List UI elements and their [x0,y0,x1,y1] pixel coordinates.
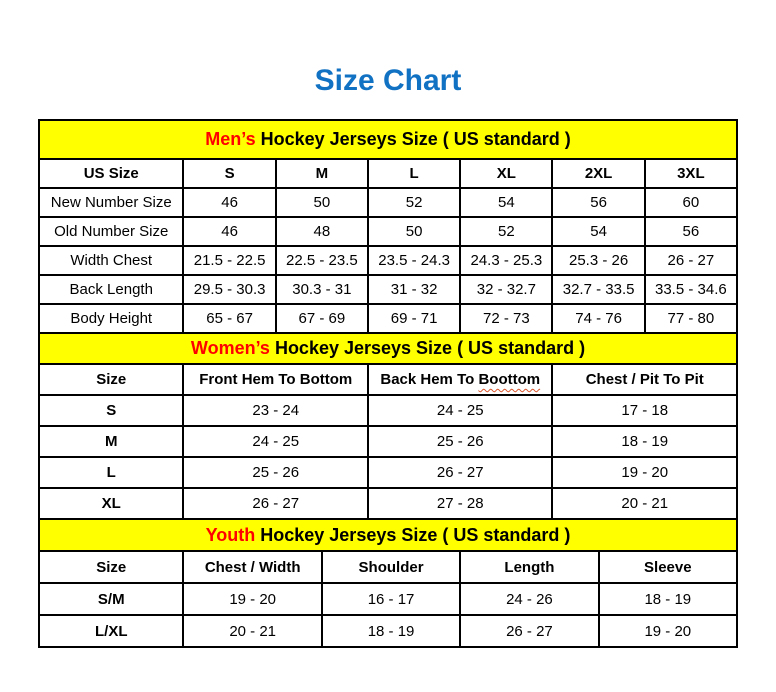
cell: 56 [645,217,737,246]
cell: 19 - 20 [552,457,737,488]
cell: 54 [460,188,552,217]
column-header: US Size [39,159,183,188]
row-label: Body Height [39,304,183,333]
cell: 25 - 26 [183,457,368,488]
table-row [39,217,737,246]
table-row [39,457,737,488]
cell: 26 - 27 [183,488,368,519]
cell: 24 - 25 [368,395,553,426]
column-header: Size [39,364,183,395]
cell: 24 - 25 [183,426,368,457]
cell: 46 [183,217,275,246]
cell: 26 - 27 [645,246,737,275]
column-header: L [368,159,460,188]
column-header: Chest / Pit To Pit [552,364,737,395]
womens-header-row [39,364,737,395]
cell: 69 - 71 [368,304,460,333]
table-row [39,583,737,615]
row-label: L/XL [39,615,183,647]
cell: 31 - 32 [368,275,460,304]
row-label: L [39,457,183,488]
column-header: Length [460,551,598,583]
size-chart [38,119,738,648]
cell: 18 - 19 [552,426,737,457]
cell: 60 [645,188,737,217]
column-header: M [276,159,368,188]
youth-size-table [38,518,738,648]
youth-header-row [39,551,737,583]
column-header: Chest / Width [183,551,321,583]
column-header: Shoulder [322,551,460,583]
cell: 50 [276,188,368,217]
cell: 26 - 27 [460,615,598,647]
cell: 18 - 19 [599,583,737,615]
row-label: New Number Size [39,188,183,217]
cell: 30.3 - 31 [276,275,368,304]
cell: 48 [276,217,368,246]
cell: 23.5 - 24.3 [368,246,460,275]
column-header: Back Hem To Boottom [368,364,553,395]
cell: 24.3 - 25.3 [460,246,552,275]
youth-band [39,519,737,551]
cell: 20 - 21 [183,615,321,647]
cell: 24 - 26 [460,583,598,615]
cell: 27 - 28 [368,488,553,519]
cell: 25 - 26 [368,426,553,457]
womens-size-table [38,332,738,520]
cell: 56 [552,188,644,217]
cell: 50 [368,217,460,246]
misspelled-word: Boottom [478,371,541,388]
youth-heading-highlight: Youth [205,524,256,545]
cell: 54 [552,217,644,246]
cell: 23 - 24 [183,395,368,426]
column-header: S [183,159,275,188]
womens-section-heading: Women’s Hockey Jerseys Size ( US standard ) [39,333,737,364]
column-header: 3XL [645,159,737,188]
column-header: Size [39,551,183,583]
table-row [39,615,737,647]
cell: 32.7 - 33.5 [552,275,644,304]
cell: 17 - 18 [552,395,737,426]
mens-heading-highlight: Men’s [205,129,256,149]
cell: 72 - 73 [460,304,552,333]
table-row [39,246,737,275]
column-header: Front Hem To Bottom [183,364,368,395]
cell: 52 [368,188,460,217]
table-row [39,304,737,333]
table-row [39,395,737,426]
cell: 22.5 - 23.5 [276,246,368,275]
cell: 21.5 - 22.5 [183,246,275,275]
cell: 65 - 67 [183,304,275,333]
column-header: 2XL [552,159,644,188]
cell: 52 [460,217,552,246]
column-header: XL [460,159,552,188]
row-label: Back Length [39,275,183,304]
youth-section-heading: Youth Hockey Jerseys Size ( US standard ) [39,519,737,551]
row-label: Old Number Size [39,217,183,246]
cell: 25.3 - 26 [552,246,644,275]
cell: 46 [183,188,275,217]
table-row [39,188,737,217]
table-row [39,275,737,304]
row-label: S [39,395,183,426]
table-row [39,426,737,457]
cell: 20 - 21 [552,488,737,519]
cell: 67 - 69 [276,304,368,333]
cell: 29.5 - 30.3 [183,275,275,304]
cell: 18 - 19 [322,615,460,647]
cell: 77 - 80 [645,304,737,333]
row-label: M [39,426,183,457]
mens-band [39,120,737,159]
mens-section-heading: Men’s Hockey Jerseys Size ( US standard ) [39,120,737,159]
womens-heading-highlight: Women’s [190,338,270,358]
row-label: Width Chest [39,246,183,275]
cell: 32 - 32.7 [460,275,552,304]
cell: 33.5 - 34.6 [645,275,737,304]
page-title: Size Chart [314,64,462,97]
cell: 26 - 27 [368,457,553,488]
cell: 19 - 20 [599,615,737,647]
table-row [39,488,737,519]
mens-size-table [38,119,738,334]
row-label: S/M [39,583,183,615]
cell: 74 - 76 [552,304,644,333]
row-label: XL [39,488,183,519]
column-header: Sleeve [599,551,737,583]
mens-header-row [39,159,737,188]
womens-band [39,333,737,364]
cell: 16 - 17 [322,583,460,615]
cell: 19 - 20 [183,583,321,615]
